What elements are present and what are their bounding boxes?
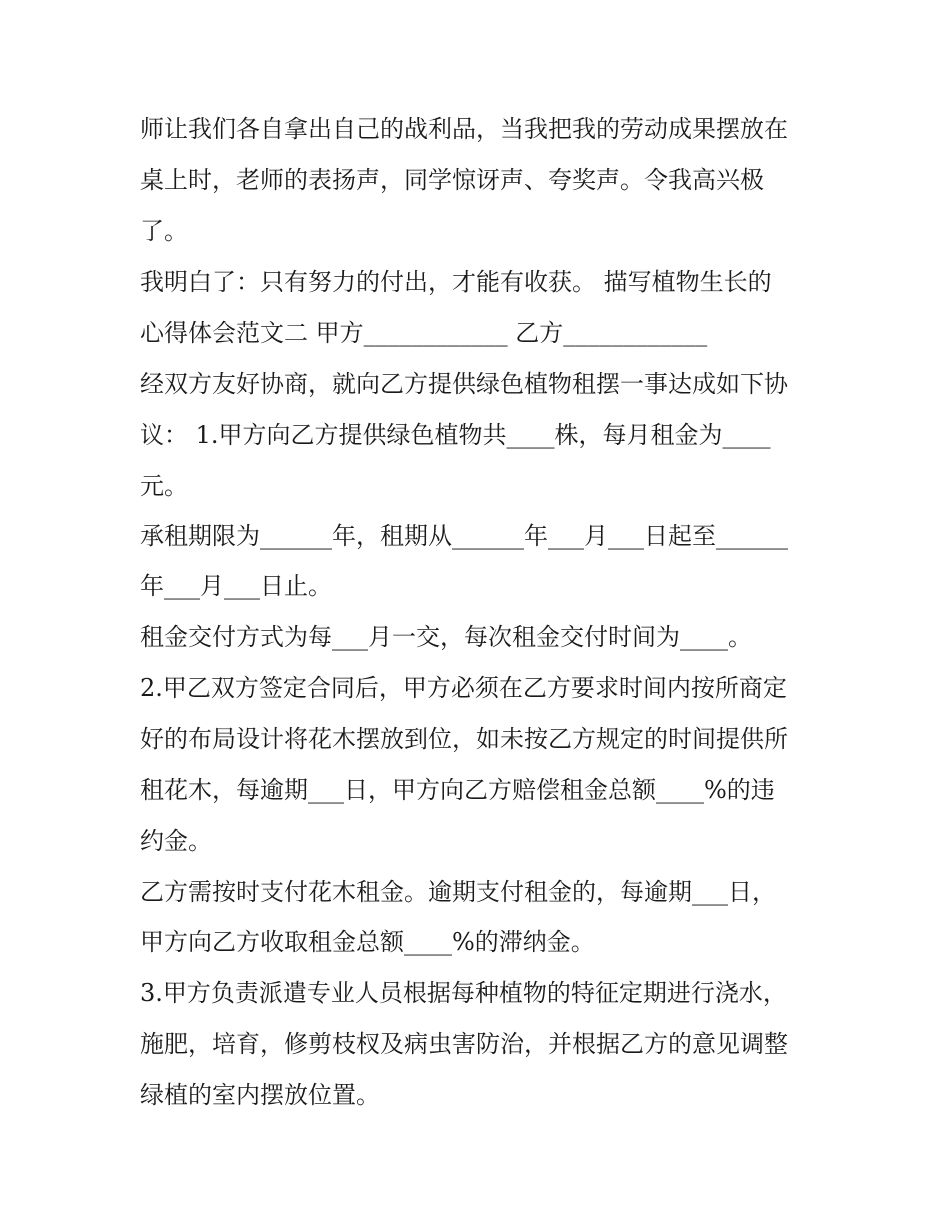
text-line: 我明白了：只有努力的付出，才能有收获。 描写植物生长的	[140, 268, 772, 296]
text-line: 桌上时，老师的表扬声，同学惊讶声、夸奖声。令我高兴极	[140, 166, 764, 194]
text-line: 施肥，培育，修剪枝杈及病虫害防治，并根据乙方的意见调整	[140, 1030, 788, 1058]
text-line: 经双方友好协商，就向乙方提供绿色植物租摆一事达成如下协	[140, 370, 788, 398]
text-line: 了。	[140, 217, 188, 245]
text-line: 租金交付方式为每___月一交，每次租金交付时间为____。	[140, 623, 752, 651]
text-line: 心得体会范文二 甲方____________ 乙方____________	[140, 319, 708, 347]
text-line: 年___月___日止。	[140, 572, 332, 600]
text-line: 师让我们各自拿出自己的战利品，当我把我的劳动成果摆放在	[140, 115, 788, 143]
text-line: 好的布局设计将花木摆放到位，如未按乙方规定的时间提供所	[140, 725, 788, 753]
text-line: 租花木，每逾期___日，甲方向乙方赔偿租金总额____%的违	[140, 776, 775, 804]
text-line: 议： 1.甲方向乙方提供绿色植物共____株，每月租金为____	[140, 421, 771, 449]
text-line: 元。	[140, 472, 188, 500]
text-line: 2.甲乙双方签定合同后，甲方必须在乙方要求时间内按所商定	[140, 674, 787, 702]
text-line: 乙方需按时支付花木租金。逾期支付租金的，每逾期___日，	[140, 878, 776, 906]
text-line: 绿植的室内摆放位置。	[140, 1081, 380, 1109]
text-line: 甲方向乙方收取租金总额____%的滞纳金。	[140, 928, 595, 956]
text-line: 约金。	[140, 827, 212, 855]
text-line: 承租期限为______年，租期从______年___月___日起至______	[140, 522, 788, 550]
text-line: 3.甲方负责派遣专业人员根据每种植物的特征定期进行浇水，	[140, 979, 787, 1007]
